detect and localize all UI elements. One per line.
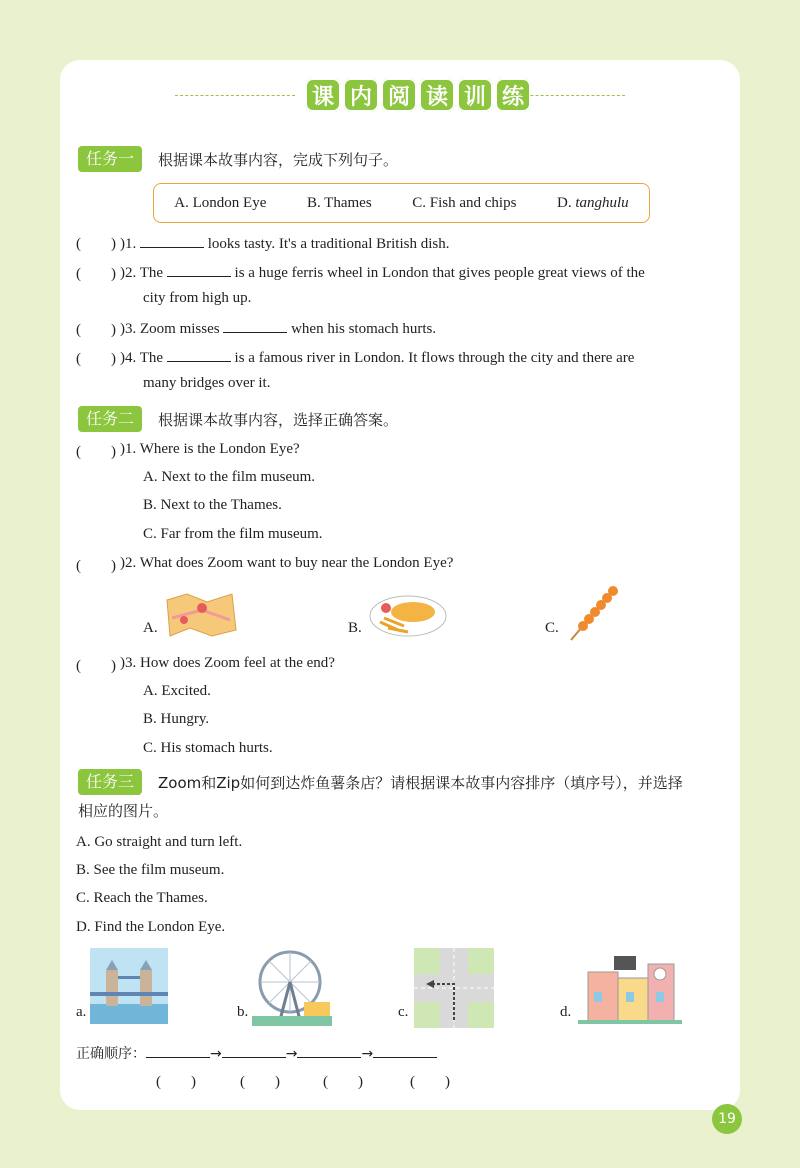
word-option-a: A. London Eye: [174, 194, 267, 211]
title-char: 阅: [381, 78, 417, 112]
page-number: 19: [712, 1104, 742, 1134]
fish-and-chips-image: [368, 590, 448, 640]
task1-q4: )4. The is a famous river in London. It flows through the city and there are: [120, 347, 634, 367]
task1-q2: )2. The is a huge ferris wheel in London that gives people great views of the: [120, 262, 645, 282]
title-char: 训: [457, 78, 493, 112]
task2-q1-opt-b: B. Next to the Thames.: [143, 497, 282, 513]
task2-q3-opt-c: C. His stomach hurts.: [143, 740, 273, 756]
task2-instruction: 根据课本故事内容，选择正确答案。: [158, 411, 399, 429]
task2-q2-opt-b: B.: [348, 620, 362, 636]
task2-q3-opt-b: B. Hungry.: [143, 711, 210, 727]
section-title: [175, 78, 625, 112]
task3-instruction: Zoom和Zip如何到达炸鱼薯条店？请根据课本故事内容排序（填序号），并选择: [158, 774, 683, 792]
pic-label-b: b.: [237, 1004, 249, 1020]
task2-q2: )2. What does Zoom want to buy near the London Eye?: [120, 555, 454, 571]
crossroads-image: [414, 948, 494, 1028]
task2-badge: 任务二: [78, 406, 142, 432]
title-char: 内: [343, 78, 379, 112]
word-bank: [153, 183, 650, 223]
task3-step-d: D. Find the London Eye.: [76, 919, 226, 935]
order-blank[interactable]: [373, 1043, 437, 1058]
task2-q2-opt-a: A.: [143, 620, 158, 636]
task3-instruction-cont: 相应的图片。: [78, 802, 169, 820]
word-option-b: B. Thames: [306, 194, 372, 211]
fill-blank[interactable]: [140, 233, 204, 248]
task3-badge: 任务三: [78, 769, 142, 795]
fill-blank[interactable]: [223, 318, 287, 333]
picture-answer-paren[interactable]: ( ): [156, 1074, 196, 1090]
answer-paren[interactable]: ( ): [76, 658, 116, 674]
film-museum-image: [578, 952, 682, 1024]
answer-paren[interactable]: ( ): [76, 322, 116, 338]
answer-paren[interactable]: ( ): [76, 351, 116, 367]
pic-label-c: c.: [398, 1004, 409, 1020]
title-glyphs: [305, 78, 531, 112]
london-eye-image: [252, 944, 332, 1026]
answer-paren[interactable]: ( ): [76, 444, 116, 460]
tower-bridge-image: [90, 948, 168, 1024]
map-image: [162, 590, 240, 640]
title-left-line: [175, 95, 295, 96]
order-blank[interactable]: [146, 1043, 210, 1058]
order-blank[interactable]: [297, 1043, 361, 1058]
pic-label-d: d.: [560, 1004, 572, 1020]
picture-answer-paren[interactable]: ( ): [323, 1074, 363, 1090]
answer-paren[interactable]: ( ): [76, 236, 116, 252]
pic-label-a: a.: [76, 1004, 87, 1020]
task1-q1: )1. looks tasty. It's a traditional British dish.: [120, 233, 449, 253]
task1-q2-cont: city from high up.: [143, 290, 252, 306]
task2-q3: )3. How does Zoom feel at the end?: [120, 655, 335, 671]
task1-q3: )3. Zoom misses when his stomach hurts.: [120, 318, 436, 338]
fill-blank[interactable]: [167, 347, 231, 362]
task3-step-c: C. Reach the Thames.: [76, 890, 208, 906]
title-char: 练: [495, 78, 531, 112]
fill-blank[interactable]: [167, 262, 231, 277]
task2-q2-opt-c: C.: [545, 620, 559, 636]
task2-q1-opt-a: A. Next to the film museum.: [143, 469, 316, 485]
title-char: 读: [419, 78, 455, 112]
task3-step-b: B. See the film museum.: [76, 862, 225, 878]
order-blank[interactable]: [222, 1043, 286, 1058]
picture-answer-paren[interactable]: ( ): [240, 1074, 280, 1090]
tanghulu-image: [565, 582, 625, 644]
picture-answer-paren[interactable]: ( ): [410, 1074, 450, 1090]
word-option-d: D. tanghulu: [557, 194, 629, 211]
answer-paren[interactable]: ( ): [76, 558, 116, 574]
task2-q3-opt-a: A. Excited.: [143, 683, 211, 699]
task2-q1: )1. Where is the London Eye?: [120, 441, 300, 457]
task2-q1-opt-c: C. Far from the film museum.: [143, 526, 323, 542]
task1-q4-cont: many bridges over it.: [143, 375, 271, 391]
word-option-c: C. Fish and chips: [412, 194, 517, 211]
task1-instruction: 根据课本故事内容，完成下列句子。: [158, 151, 399, 169]
order-answer-line: 正确顺序： → → →: [76, 1043, 437, 1063]
title-char: 课: [305, 78, 341, 112]
answer-paren[interactable]: ( ): [76, 266, 116, 282]
task1-badge: 任务一: [78, 146, 142, 172]
task3-step-a: A. Go straight and turn left.: [76, 834, 243, 850]
title-right-line: [505, 95, 625, 96]
